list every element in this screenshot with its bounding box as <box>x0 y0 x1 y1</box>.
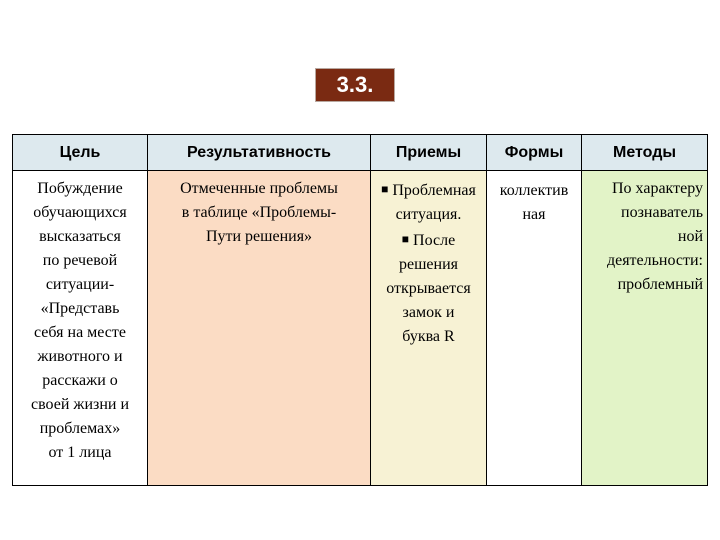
column-header-goal: Цель <box>13 135 147 171</box>
results-line: Отмеченные проблемы <box>180 180 338 197</box>
goal-line: «Представь <box>40 300 120 317</box>
methods-line: познаватель <box>621 204 703 221</box>
results-line: Пути решения» <box>205 228 313 245</box>
goal-line: расскажи о <box>42 372 118 389</box>
goal-line: по речевой <box>42 252 118 269</box>
column-methods <box>582 135 707 485</box>
goal-line: от 1 лица <box>48 444 112 461</box>
goal-line: Побуждение <box>37 180 123 197</box>
column-header-results: Результативность <box>148 135 370 171</box>
column-body-techniques <box>371 171 486 485</box>
lesson-table <box>12 134 708 486</box>
column-header-methods: Методы <box>582 135 707 171</box>
column-body-goal <box>13 171 147 485</box>
goal-line: ситуации- <box>45 276 115 293</box>
slide-number-badge: 3.3. <box>315 68 395 102</box>
square-bullet-icon: ■ <box>401 232 410 246</box>
column-results <box>148 135 371 485</box>
goal-line: животного и <box>37 348 123 365</box>
techniques-line: решения <box>398 256 458 273</box>
column-body-methods <box>582 171 707 485</box>
goal-line: своей жизни и <box>30 396 130 413</box>
forms-line: коллектив <box>499 182 569 199</box>
column-header-forms: Формы <box>487 135 581 171</box>
techniques-line-text: Проблемная <box>392 182 476 199</box>
methods-line: деятельности: <box>606 252 703 269</box>
column-techniques <box>371 135 487 485</box>
results-line: в таблице «Проблемы- <box>181 204 337 221</box>
goal-line: обучающихся <box>33 204 127 221</box>
forms-line: ная <box>522 206 546 223</box>
column-body-results <box>148 171 370 485</box>
techniques-line: замок и <box>402 304 455 321</box>
goal-line: проблемах» <box>39 420 121 437</box>
techniques-line: буква R <box>402 328 455 345</box>
methods-line: ной <box>677 228 703 245</box>
column-header-techniques: Приемы <box>371 135 486 171</box>
goal-line: себя на месте <box>34 324 126 341</box>
techniques-line: открывается <box>386 280 471 297</box>
techniques-line: ситуация. <box>395 206 462 223</box>
column-forms <box>487 135 582 485</box>
techniques-line <box>371 227 486 253</box>
goal-line: высказаться <box>39 228 121 245</box>
column-goal <box>13 135 148 485</box>
methods-line: По характеру <box>612 180 703 197</box>
square-bullet-icon: ■ <box>381 182 389 196</box>
methods-line: проблемный <box>617 276 703 293</box>
column-body-forms <box>487 171 581 485</box>
techniques-line-text: После <box>413 232 456 249</box>
techniques-line <box>371 177 486 203</box>
